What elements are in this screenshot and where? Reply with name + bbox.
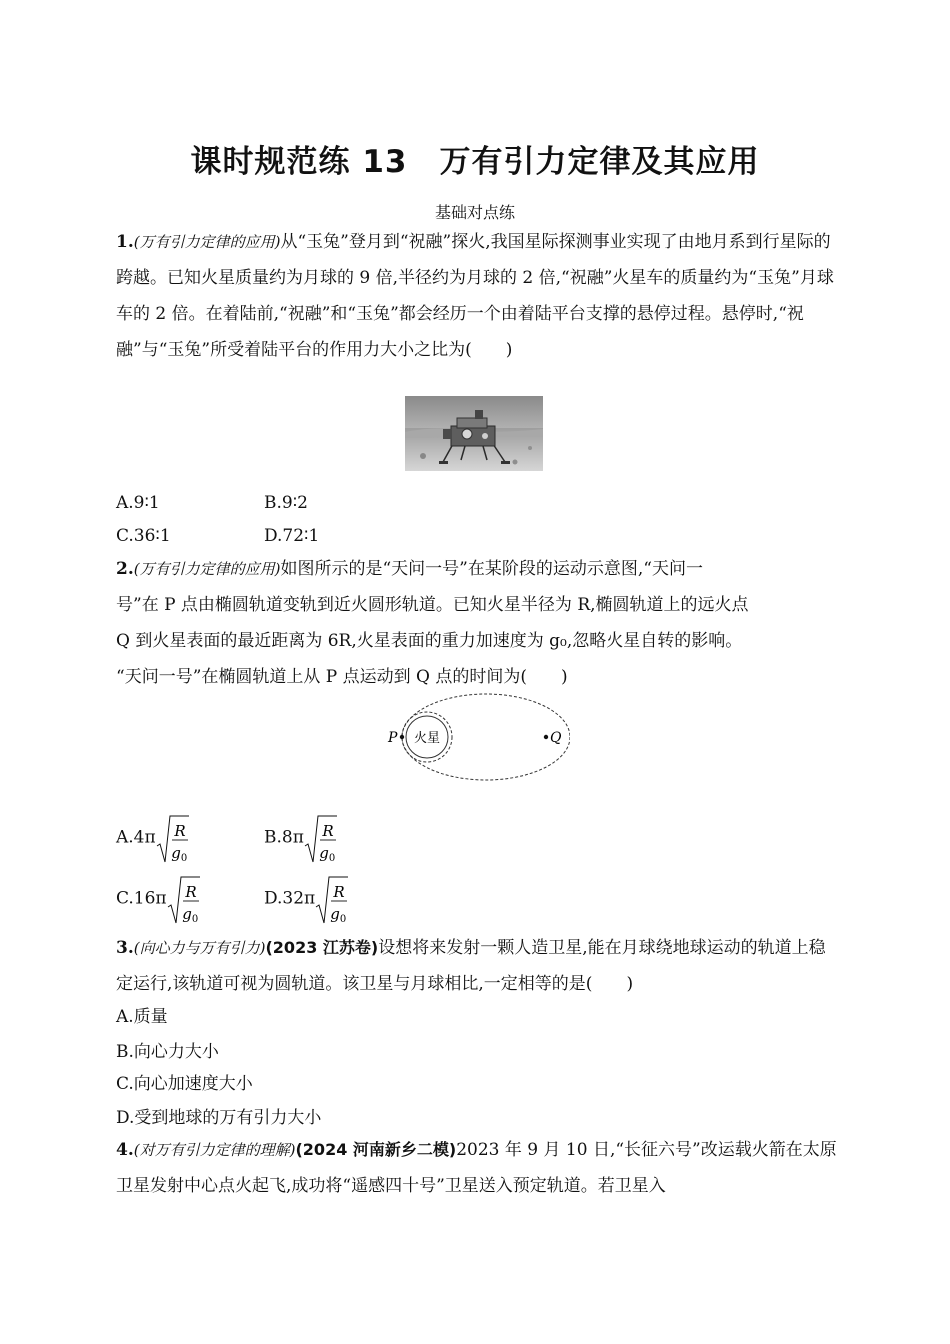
question-3: 3.(向心力与万有引力)(2023 江苏卷)设想将来发射一颗人造卫星,能在月球绕地球运动的轨道上稳定运行,该轨道可视为圆轨道。该卫星与月球相比,一定相等的是( ) — [116, 938, 826, 994]
option-a[interactable]: A.质量 — [116, 1007, 168, 1027]
question-text-line-3: Q 到火星表面的最近距离为 6R,火星表面的重力加速度为 g₀,忽略火星自转的影响。 — [116, 631, 743, 651]
option-c[interactable]: C.36∶1 — [116, 526, 171, 546]
option-prefix: C.16π — [116, 888, 167, 909]
question-text-line-4: “天问一号”在椭圆轨道上从 P 点运动到 Q 点的时间为( ) — [116, 667, 568, 687]
sqrt-fraction — [167, 873, 201, 925]
question-number: 3 — [116, 938, 128, 958]
fraction-numerator: R — [174, 822, 186, 840]
lander-photo — [405, 396, 543, 471]
fraction-subscript: 0 — [328, 853, 336, 864]
section-heading: 基础对点练 — [434, 203, 515, 222]
question-tag: (万有引力定律的应用) — [133, 560, 281, 578]
question-tag: (向心力与万有引力) — [133, 939, 266, 957]
option-b[interactable]: B.9∶2 — [264, 493, 308, 513]
question-text: 从“玉兔”登月到“祝融”探火,我国星际探测事业实现了由地月系到行星际的跨越。已知火星质量约为月球的 9 倍,半径约为月球的 2 倍,“祝融”火星车的质量约为“玉兔”月球车的 2 倍。在着陆前,“祝融”和“玉兔”都会经历一个由着陆平台支撑的悬停过程。悬停时,“祝融”与“玉兔”所受着陆平台的作用力大小之比为( ) — [116, 232, 834, 360]
fraction-numerator: R — [184, 883, 197, 901]
sqrt-fraction — [315, 873, 349, 925]
option-d[interactable]: D.72∶1 — [264, 526, 320, 546]
option-a[interactable] — [116, 812, 190, 864]
question-number: 4 — [116, 1140, 128, 1160]
option-a[interactable]: A.9∶1 — [116, 493, 160, 513]
question-number: 1 — [116, 232, 128, 252]
option-prefix: B.8π — [264, 827, 304, 848]
question-source: (2024 河南新乡二模) — [295, 1140, 457, 1159]
orbit-diagram — [384, 692, 570, 784]
fraction-subscript: 0 — [340, 914, 347, 925]
question-text: 2023 年 9 月 10 日,“长征六号”改运载火箭在太原卫星发射中心点火起飞,成功将“遥感四十号”卫星送入预定轨道。若卫星入 — [116, 1140, 837, 1196]
fraction-denominator: g — [330, 905, 341, 923]
fraction-numerator: R — [333, 883, 345, 901]
q-label: Q — [550, 730, 562, 746]
option-d[interactable]: D.受到地球的万有引力大小 — [116, 1108, 322, 1128]
fraction-subscript: 0 — [180, 853, 187, 864]
fraction-denominator: g — [319, 844, 329, 862]
fraction-denominator: g — [170, 844, 181, 862]
option-prefix: D.32π — [264, 888, 316, 909]
option-b[interactable]: B.向心力大小 — [116, 1042, 219, 1062]
question-tag: (万有引力定律的应用) — [133, 233, 281, 251]
point-p — [400, 735, 404, 739]
mars-label: 火星 — [413, 731, 441, 746]
option-b[interactable] — [264, 812, 338, 864]
option-d[interactable] — [264, 873, 349, 925]
option-c[interactable] — [116, 873, 201, 925]
page-title: 课时规范练 13 万有引力定律及其应用 — [190, 144, 760, 180]
p-label: P — [388, 730, 398, 746]
question-text-line-1: 如图所示的是“天问一号”在某阶段的运动示意图,“天问一 — [280, 559, 703, 579]
question-text: 设想将来发射一颗人造卫星,能在月球绕地球运动的轨道上稳定运行,该轨道可视为圆轨道。该卫星与月球相比,一定相等的是( ) — [116, 938, 826, 994]
question-tag: (对万有引力定律的理解) — [133, 1141, 296, 1159]
question-text-line-2: 号”在 P 点由椭圆轨道变轨到近火圆形轨道。已知火星半径为 R,椭圆轨道上的远火点 — [116, 595, 749, 615]
option-c[interactable]: C.向心加速度大小 — [116, 1074, 253, 1094]
question-source: (2023 江苏卷) — [265, 938, 379, 957]
sqrt-fraction — [304, 812, 338, 864]
question-number: 2 — [116, 559, 128, 579]
question-4: 4.(对万有引力定律的理解)(2024 河南新乡二模)2023 年 9 月 10 日,“长征六号”改运载火箭在太原卫星发射中心点火起飞,成功将“遥感四十号”卫星送入预定轨道。若卫星入 — [116, 1140, 837, 1196]
fraction-denominator: g — [181, 905, 192, 923]
sqrt-fraction — [156, 812, 190, 864]
fraction-numerator: R — [322, 822, 334, 840]
question-1: 1.(万有引力定律的应用)从“玉兔”登月到“祝融”探火,我国星际探测事业实现了由地月系到行星际的跨越。已知火星质量约为月球的 9 倍,半径约为月球的 2 倍,“祝融”火星车的质量约为“玉兔”月球车的 2 倍。在着陆前,“祝融”和“玉兔”都会经历一个由着陆平台支撑的悬停过程。悬停时,“祝融”与“玉兔”所受着陆平台的作用力大小之比为( ) — [116, 232, 834, 360]
option-prefix: A.4π — [116, 827, 156, 848]
point-q — [544, 735, 548, 739]
fraction-subscript: 0 — [191, 914, 198, 925]
question-2: 2.(万有引力定律的应用)如图所示的是“天问一号”在某阶段的运动示意图,“天问一 号”在 P 点由椭圆轨道变轨到近火圆形轨道。已知火星半径为 R,椭圆轨道上的远火点 Q 到火星表面的最近距离为 6R,火星表面的重力加速度为 g₀,忽略火星自转的影响。 “天问一号”在椭圆轨道上从 P 点运动到 Q 点的时间为( ) — [116, 551, 838, 695]
